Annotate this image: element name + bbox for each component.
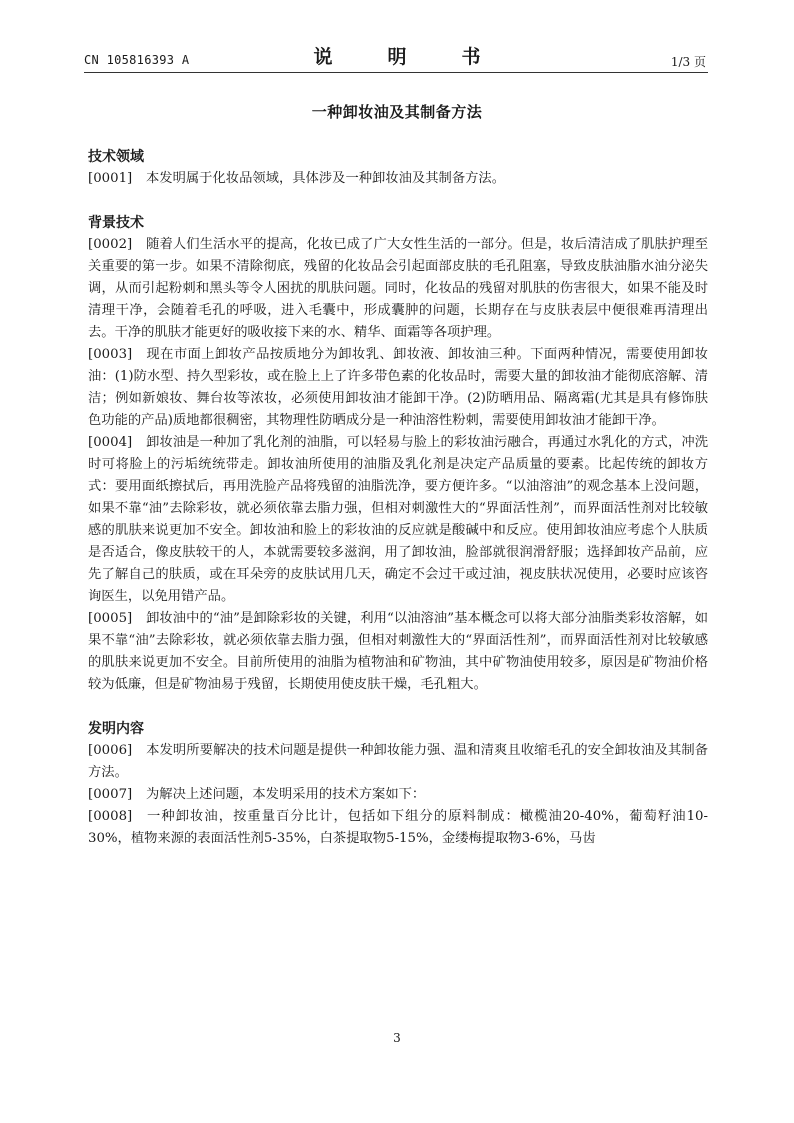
page-of-indicator: 1/3 页 <box>670 55 706 69</box>
paragraph-text: 本发明属于化妆品领域，具体涉及一种卸妆油及其制备方法。 <box>146 171 506 186</box>
document-body <box>88 146 708 850</box>
page-number: 3 <box>393 1031 401 1045</box>
paragraph <box>88 168 708 190</box>
paragraph-text: 卸妆油中的“油”是卸除彩妆的关键，利用“以油溶油”基本概念可以将大部分油脂类彩妆溶解，如果不靠“油”去除彩妆，就必须依靠去脂力强，但相对刺激性大的“界面活性剂”，而界面活性剂对比较敏感的肌肤来说更加不安全。目前所使用的油脂为植物油和矿物油，其中矿物油使用较多，原因是矿物油价格较为低廉，但是矿物油易于残留，长期使用使皮肤干燥，毛孔粗大。 <box>88 611 708 692</box>
doc-number: CN 105816393 A <box>84 53 190 67</box>
paragraph-text: 为解决上述问题，本发明采用的技术方案如下： <box>146 787 426 802</box>
paragraph-number: [0008] <box>88 809 133 824</box>
paragraph-text: 一种卸妆油，按重量百分比计，包括如下组分的原料制成：橄榄油20-40%，葡萄籽油10-30%，植物来源的表面活性剂5-35%，白茶提取物5-15%，金缕梅提取物3-6%，马齿 <box>88 809 708 846</box>
paragraph-number: [0003] <box>88 347 133 362</box>
section-heading-summary: 发明内容 <box>88 721 144 737</box>
paragraph <box>88 806 708 850</box>
header-divider <box>84 72 708 73</box>
paragraph-number: [0002] <box>88 237 133 252</box>
paragraph-number: [0001] <box>88 171 133 186</box>
paragraph <box>88 234 708 344</box>
paragraph <box>88 432 708 608</box>
paragraph <box>88 740 708 784</box>
paragraph-number: [0005] <box>88 611 133 626</box>
paragraph-text: 现在市面上卸妆产品按质地分为卸妆乳、卸妆液、卸妆油三种。下面两种情况，需要使用卸妆油：(1)防水型、持久型彩妆，或在脸上上了许多带色素的化妆品时，需要大量的卸妆油才能彻底溶解、清洁；例如新娘妆、舞台妆等浓妆，必须使用卸妆油才能卸干净。(2)防晒用品、隔离霜(尤其是具有修饰肤色功能的产品)质地都很稠密，其物理性防晒成分是一种油溶性粉刺，需要使用卸妆油才能卸干净。 <box>88 347 708 428</box>
paragraph <box>88 784 708 806</box>
section-heading-background: 背景技术 <box>88 215 144 231</box>
paragraph-number: [0004] <box>88 435 133 450</box>
paragraph-number: [0006] <box>88 743 133 758</box>
paragraph-text: 本发明所要解决的技术问题是提供一种卸妆能力强、温和清爽且收缩毛孔的安全卸妆油及其制备方法。 <box>88 743 708 780</box>
section-heading-technical-field: 技术领域 <box>88 149 144 165</box>
document-title: 一种卸妆油及其制备方法 <box>311 103 483 121</box>
paragraph <box>88 344 708 432</box>
paragraph-number: [0007] <box>88 787 133 802</box>
doc-type-heading: 说 明 书 <box>313 46 499 68</box>
paragraph-text: 卸妆油是一种加了乳化剂的油脂，可以轻易与脸上的彩妆油污融合，再通过水乳化的方式，冲洗时可将脸上的污垢统统带走。卸妆油所使用的油脂及乳化剂是决定产品质量的要素。比起传统的卸妆方式：要用面纸擦拭后，再用洗脸产品将残留的油脂洗净，要方便许多。“以油溶油”的观念基本上没问题，如果不靠“油”去除彩妆，就必须依靠去脂力强，但相对刺激性大的“界面活性剂”，而界面活性剂对比较敏感的肌肤来说更加不安全。卸妆油和脸上的彩妆油的反应就是酸碱中和反应。使用卸妆油应考虑个人肤质是否适合，像皮肤较干的人，本就需要较多滋润，用了卸妆油，脸部就很润滑舒服；选择卸妆产品前，应先了解自己的肤质，或在耳朵旁的皮肤试用几天，确定不会过干或过油，视皮肤状况使用，必要时应该咨询医生，以免用错产品。 <box>88 435 708 604</box>
paragraph-text: 随着人们生活水平的提高，化妆已成了广大女性生活的一部分。但是，妆后清洁成了肌肤护理至关重要的第一步。如果不清除彻底，残留的化妆品会引起面部皮肤的毛孔阻塞，导致皮肤油脂水油分泌失调，从而引起粉刺和黑头等令人困扰的肌肤问题。同时，化妆品的残留对肌肤的伤害很大，如果不能及时清理干净，会随着毛孔的呼吸，进入毛囊中，形成囊肿的问题，长期存在与皮肤表层中便很难再清理出去。干净的肌肤才能更好的吸收接下来的水、精华、面霜等各项护理。 <box>88 237 708 340</box>
paragraph <box>88 608 708 696</box>
